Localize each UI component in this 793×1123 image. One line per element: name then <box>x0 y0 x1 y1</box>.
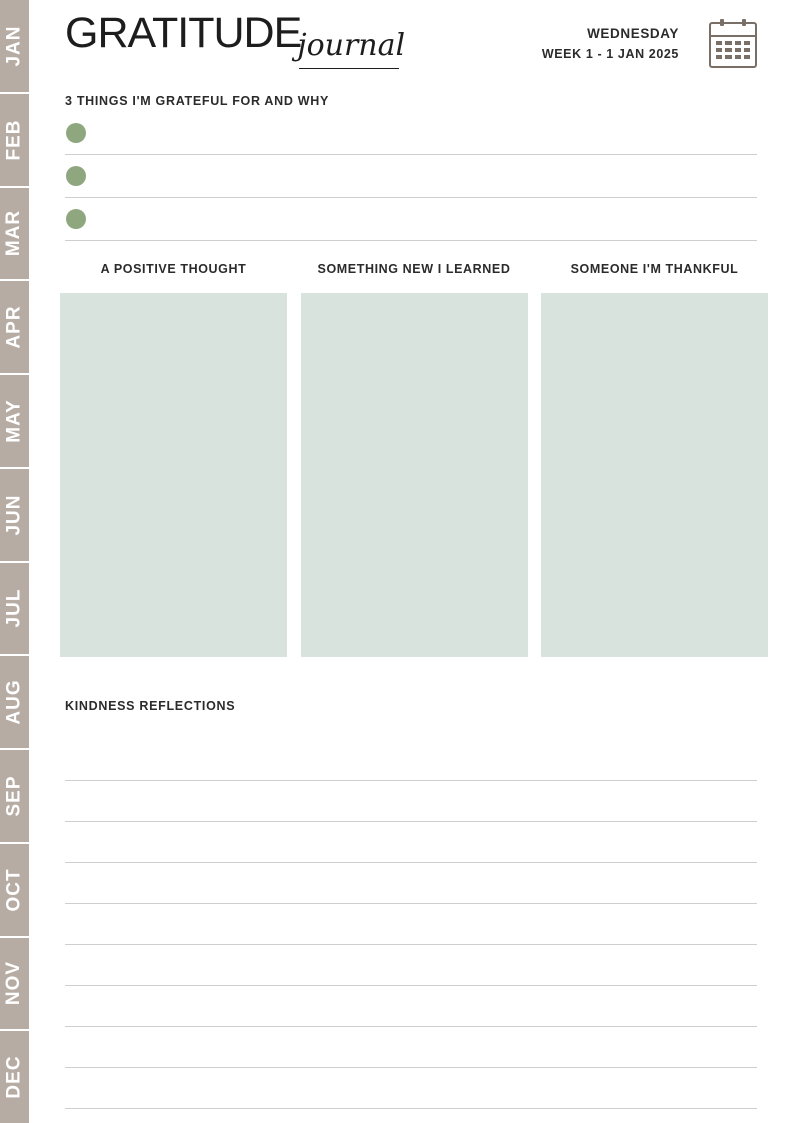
bullet-dot-icon <box>66 209 86 229</box>
date-block <box>542 26 679 61</box>
prompt-columns <box>60 262 768 657</box>
kindness-reflections-lines <box>65 740 757 1109</box>
journal-page <box>29 0 793 1123</box>
prompt-column-textarea[interactable] <box>301 293 528 657</box>
write-line <box>65 154 757 155</box>
calendar-icon-peg-right <box>742 19 746 26</box>
month-tab-oct[interactable] <box>0 844 29 936</box>
month-tab-label: JUN <box>3 494 25 536</box>
write-line[interactable] <box>65 1027 757 1068</box>
prompt-column-title: SOMEONE I'M THANKFUL <box>570 262 739 276</box>
month-tab-jun[interactable] <box>0 469 29 561</box>
write-line[interactable] <box>65 986 757 1027</box>
write-line <box>65 240 757 241</box>
calendar-icon-peg-left <box>720 19 724 26</box>
month-tab-label: AUG <box>3 679 25 725</box>
month-tab-sep[interactable] <box>0 750 29 842</box>
month-tab-aug[interactable] <box>0 656 29 748</box>
month-tab-nov[interactable] <box>0 938 29 1030</box>
month-tab-label: JAN <box>3 25 25 67</box>
page-header <box>65 9 757 76</box>
prompt-column-title: SOMETHING NEW I LEARNED <box>317 262 511 276</box>
month-tab-jan[interactable] <box>0 0 29 92</box>
weekday-label: WEDNESDAY <box>587 26 679 41</box>
list-item[interactable] <box>65 204 757 247</box>
write-line[interactable] <box>65 863 757 904</box>
month-tab-label: MAY <box>3 399 25 443</box>
write-line[interactable] <box>65 740 757 781</box>
prompt-column-textarea[interactable] <box>541 293 768 657</box>
calendar-icon-top <box>711 24 755 37</box>
month-tab-jul[interactable] <box>0 563 29 655</box>
month-tab-feb[interactable] <box>0 94 29 186</box>
month-tab-mar[interactable] <box>0 188 29 280</box>
month-tab-may[interactable] <box>0 375 29 467</box>
prompt-column-title: A POSITIVE THOUGHT <box>100 262 247 276</box>
gratitude-list <box>65 118 757 247</box>
page-title-script: journal <box>297 28 406 63</box>
month-tab-label: NOV <box>3 961 25 1006</box>
write-line[interactable] <box>65 822 757 863</box>
month-tab-label: OCT <box>3 868 25 912</box>
month-tab-label: APR <box>3 305 25 349</box>
month-tab-label: MAR <box>3 210 25 257</box>
prompt-column-textarea[interactable] <box>60 293 287 657</box>
write-line[interactable] <box>65 781 757 822</box>
prompt-column-positive-thought <box>60 262 287 657</box>
month-tab-dec[interactable] <box>0 1031 29 1123</box>
write-line[interactable] <box>65 904 757 945</box>
month-sidebar <box>0 0 29 1123</box>
kindness-reflections-heading: KINDNESS REFLECTIONS <box>65 699 236 713</box>
bullet-dot-icon <box>66 166 86 186</box>
gratitude-heading: 3 THINGS I'M GRATEFUL FOR AND WHY <box>65 94 330 108</box>
calendar-icon <box>709 22 757 68</box>
month-tab-label: DEC <box>3 1055 25 1099</box>
list-item[interactable] <box>65 161 757 204</box>
month-tab-apr[interactable] <box>0 281 29 373</box>
bullet-dot-icon <box>66 123 86 143</box>
prompt-column-something-new <box>301 262 528 657</box>
week-date-label: WEEK 1 - 1 JAN 2025 <box>541 47 679 61</box>
write-line <box>65 197 757 198</box>
month-tab-label: FEB <box>3 119 25 161</box>
write-line[interactable] <box>65 1068 757 1109</box>
month-tab-label: SEP <box>3 775 25 817</box>
prompt-column-someone-thankful <box>541 262 768 657</box>
write-line[interactable] <box>65 945 757 986</box>
page-title-main: GRATITUDE <box>65 9 302 57</box>
list-item[interactable] <box>65 118 757 161</box>
page-title <box>65 9 406 63</box>
calendar-icon-grid <box>711 37 755 63</box>
month-tab-label: JUL <box>3 588 25 628</box>
